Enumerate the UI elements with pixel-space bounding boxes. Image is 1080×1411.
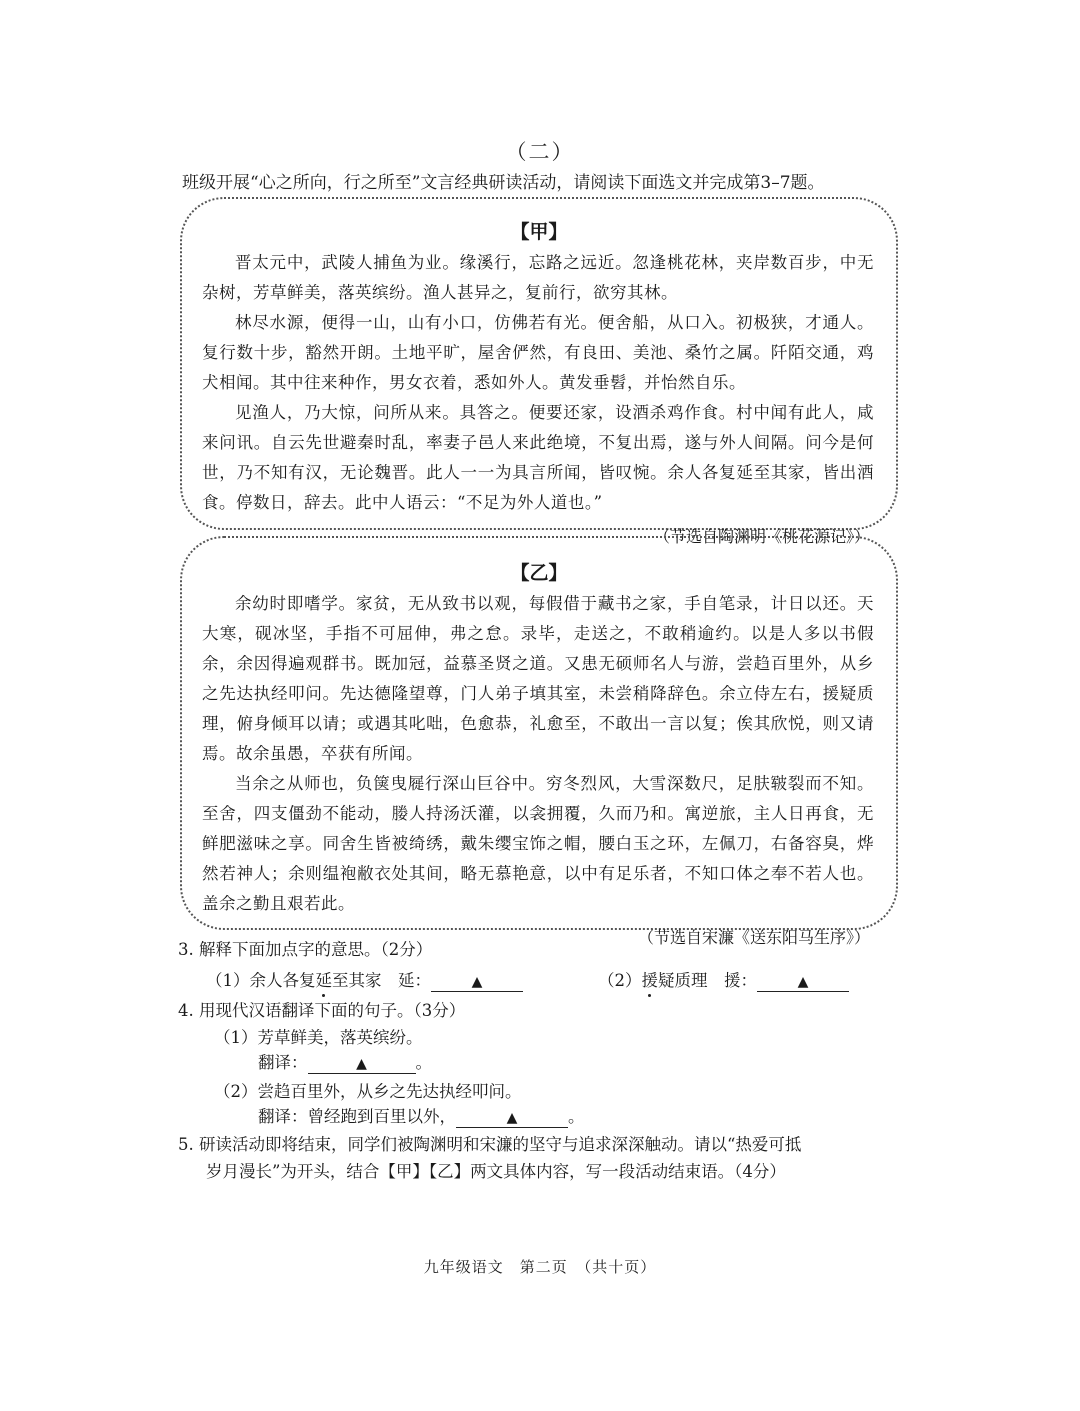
passage-a-paragraph: 见渔人，乃大惊，问所从来。具答之。便要还家，设酒杀鸡作食。村中闻有此人，咸来问讯。自云先世避秦时乱，率妻子邑人来此绝境，不复出焉，遂与外人间隔。问今是何世，乃不知有汉，无论魏晋。此人一一为具言所闻，皆叹惋。余人各复延至其家，皆出酒食。停数日，辞去。此中人语云：“不足为外人道也。” xyxy=(202,403,874,512)
q3-item1-dotted-char: 延 xyxy=(315,971,332,990)
question-5-line-2: 岁月漫长”为开头，结合【甲】【乙】两文具体内容，写一段活动结束语。（4分） xyxy=(206,1162,786,1181)
q3-item2-answer-blank[interactable]: ▲ xyxy=(757,973,849,992)
passage-b-paragraph: 当余之从师也，负箧曳屣行深山巨谷中。穷冬烈风，大雪深数尺，足肤皲裂而不知。至舍，四支僵劲不能动，媵人持汤沃灌，以衾拥覆，久而乃和。寓逆旅，主人日再食，无鲜肥滋味之享。同舍生皆被绮绣，戴朱缨宝饰之帽，腰白玉之环，左佩刀，右备容臭，烨然若神人；余则缊袍敝衣处其间，略无慕艳意，以中有足乐者，不知口体之奉不若人也。盖余之勤且艰若此。 xyxy=(202,774,874,913)
q3-item2-suffix: 疑质理 援： xyxy=(658,971,757,990)
question-4-stem: 4. 用现代汉语翻译下面的句子。（3分） xyxy=(178,1001,466,1020)
passage-b-box xyxy=(180,536,898,947)
q4-item2-end-punct: 。 xyxy=(568,1107,585,1126)
question-4-item-1: （1）芳草鲜美，落英缤纷。 xyxy=(214,1028,423,1047)
passage-b-paragraph: 余幼时即嗜学。家贫，无从致书以观，每假借于藏书之家，手自笔录，计日以还。天大寒，砚冰坚，手指不可屈伸，弗之怠。录毕，走送之，不敢稍逾约。以是人多以书假余，余因得遍观群书。既加冠，益慕圣贤之道。又患无硕师名人与游，尝趋百里外，从乡之先达执经叩问。先达德隆望尊，门人弟子填其室，未尝稍降辞色。余立侍左右，援疑质理，俯身倾耳以请；或遇其叱咄，色愈恭，礼愈至，不敢出一言以复；俟其欣悦，则又请焉。故余虽愚，卒获有所闻。 xyxy=(202,594,874,763)
passage-b-source: （节选自宋濂《送东阳马生序》） xyxy=(637,928,870,947)
q3-item1-prefix: （1）余人各复 xyxy=(206,971,316,990)
q4-item1-answer-blank[interactable]: ▲ xyxy=(308,1055,416,1074)
q3-item2-dotted-char: 援 xyxy=(641,971,658,990)
passage-a-label: 【甲】 xyxy=(510,221,568,243)
passage-a-paragraph: 林尽水源，便得一山，山有小口，仿佛若有光。便舍船，从口入。初极狭，才通人。复行数十步，豁然开朗。土地平旷，屋舍俨然，有良田、美池、桑竹之属。阡陌交通，鸡犬相闻。其中往来种作，男女衣着，悉如外人。黄发垂髫，并怡然自乐。 xyxy=(202,313,874,392)
passage-b-label: 【乙】 xyxy=(510,562,568,584)
q4-item1-end-punct: 。 xyxy=(415,1053,432,1072)
q4-item1-answer-label: 翻译： xyxy=(258,1053,308,1072)
q3-item1-answer-blank[interactable]: ▲ xyxy=(431,973,523,992)
passage-a-source: （节选自陶渊明《桃花源记》） xyxy=(653,527,870,546)
question-5-line-1: 5. 研读活动即将结束，同学们被陶渊明和宋濂的坚守与追求深深触动。请以“热爱可抵 xyxy=(178,1135,802,1154)
question-4-item-2: （2）尝趋百里外，从乡之先达执经叩问。 xyxy=(214,1082,522,1101)
q4-item2-answer-blank[interactable]: ▲ xyxy=(456,1109,568,1128)
question-3-item-2 xyxy=(598,967,849,992)
passage-a-paragraph: 晋太元中，武陵人捕鱼为业。缘溪行，忘路之远近。忽逢桃花林，夹岸数百步，中无杂树，芳草鲜美，落英缤纷。渔人甚异之，复前行，欲穷其林。 xyxy=(202,253,874,302)
question-3-item-1 xyxy=(206,967,523,992)
question-4-item-1-answer xyxy=(258,1049,432,1074)
section-title: （二） xyxy=(505,140,575,164)
q3-item1-suffix: 至其家 延： xyxy=(332,971,431,990)
reading-instruction: 班级开展“心之所向，行之所至”文言经典研读活动，请阅读下面选文并完成第3–7题。 xyxy=(182,173,825,193)
passage-a-box xyxy=(180,197,898,546)
page-footer: 九年级语文 第二页 （共十页） xyxy=(423,1258,657,1276)
question-4-item-2-answer xyxy=(258,1103,585,1128)
q3-item2-prefix: （2） xyxy=(598,971,642,990)
question-3-stem: 3. 解释下面加点字的意思。（2分） xyxy=(178,940,433,959)
q4-item2-answer-label: 翻译：曾经跑到百里以外， xyxy=(258,1107,456,1126)
